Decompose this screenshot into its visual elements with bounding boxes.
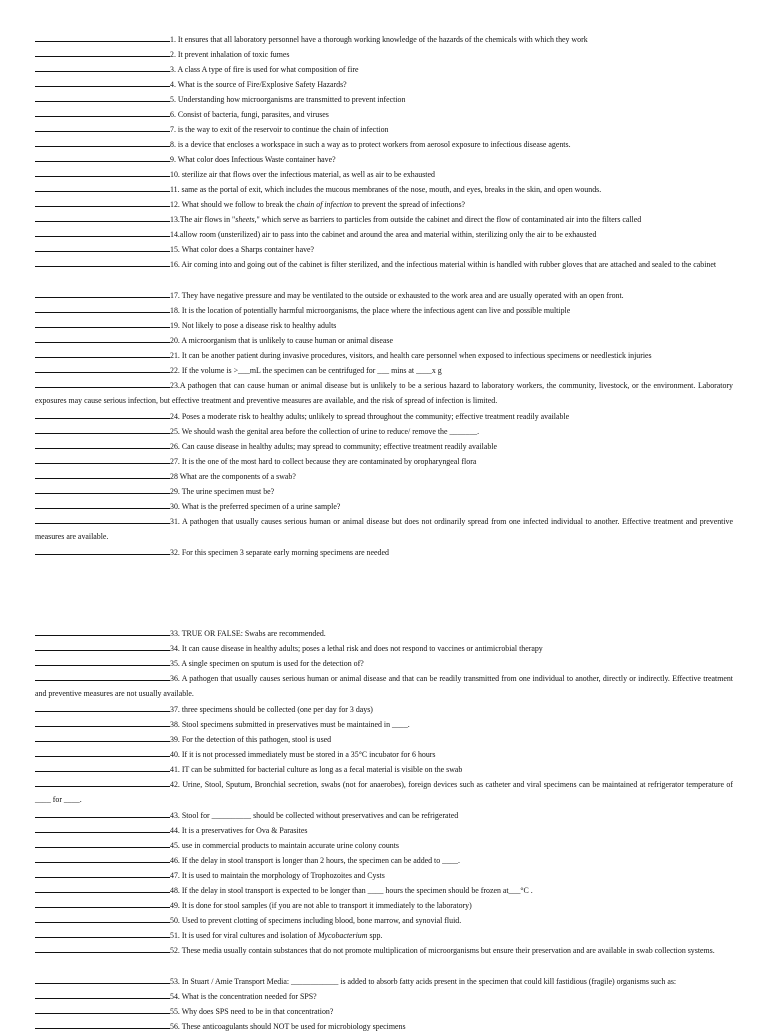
question-number: 34. xyxy=(170,644,180,653)
question-text: is a device that encloses a workspace in such a way as to protect workers from aerosol exposure to infectious disease agents. xyxy=(175,140,571,149)
question-number: 48. xyxy=(170,886,180,895)
question-item xyxy=(35,137,733,152)
question-item xyxy=(35,197,733,212)
question-number: 24. xyxy=(170,412,180,421)
question-text: If the volume is >___mL the specimen can be centrifuged for ___ mins at ____x g xyxy=(179,366,442,375)
answer-blank[interactable] xyxy=(35,1004,170,1014)
question-number: 21. xyxy=(170,351,180,360)
question-item xyxy=(35,671,733,701)
question-number: 2. xyxy=(170,50,176,59)
question-text-italic: sheets xyxy=(235,215,255,224)
question-text: What is the concentration needed for SPS? xyxy=(179,992,317,1001)
answer-blank[interactable] xyxy=(35,363,170,373)
question-number: 6. xyxy=(170,110,176,119)
question-text: is the way to exit of the reservoir to continue the chain of infection xyxy=(175,125,389,134)
answer-blank[interactable] xyxy=(35,439,170,449)
question-text: What should we follow to break the xyxy=(179,200,297,209)
question-text: A pathogen that usually causes serious human or animal disease and that can be readily transmitted from one individual to another, directly or indirectly. Effective treatment and preventive measures are not usually available. xyxy=(35,674,733,699)
question-text: In Stuart / Amie Transport Media: ____________ is added to absorb fatty acids present in the specimen that could kill fastidious (fragile) organisms such as: xyxy=(179,977,677,986)
question-item xyxy=(35,883,733,898)
question-text-tail: spp. xyxy=(367,931,383,940)
question-text: It prevent inhalation of toxic fumes xyxy=(175,50,290,59)
question-text: The urine specimen must be? xyxy=(179,487,275,496)
question-item xyxy=(35,1019,733,1034)
question-number: 52. xyxy=(170,946,180,955)
question-item xyxy=(35,469,733,484)
answer-blank[interactable] xyxy=(35,318,170,328)
answer-blank[interactable] xyxy=(35,242,170,252)
question-item xyxy=(35,913,733,928)
question-text: A single specimen on sputum is used for the detection of? xyxy=(179,659,364,668)
question-text: It is used for viral cultures and isolation of xyxy=(179,931,318,940)
question-text: These anticoagulants should NOT be used for microbiology specimens xyxy=(179,1022,406,1031)
question-number: 42. xyxy=(170,780,180,789)
answer-blank[interactable] xyxy=(35,943,170,953)
question-text: These media usually contain substances that do not promote multiplication of microorganisms but ensure their preservation and are available in swab collection systems. xyxy=(179,946,715,955)
question-text: They have negative pressure and may be ventilated to the outside or exhausted to the work area and are usually operated with an open front. xyxy=(179,291,624,300)
question-item xyxy=(35,514,733,544)
question-number: 11. xyxy=(170,185,180,194)
answer-blank[interactable] xyxy=(35,762,170,772)
question-number: 28 xyxy=(170,472,178,481)
question-item xyxy=(35,777,733,807)
question-number: 4. xyxy=(170,80,176,89)
question-text: If the delay in stool transport is longer than 2 hours, the specimen can be added to ____. xyxy=(179,856,460,865)
question-number: 36. xyxy=(170,674,180,683)
question-item xyxy=(35,545,733,560)
question-number: 55. xyxy=(170,1007,180,1016)
question-item xyxy=(35,333,733,348)
question-text: It ensures that all laboratory personnel have a thorough working knowledge of the hazards of the chemicals with which they work xyxy=(175,35,588,44)
question-item xyxy=(35,107,733,122)
question-number: 32. xyxy=(170,548,180,557)
question-number: 1. xyxy=(170,35,176,44)
answer-blank[interactable] xyxy=(35,257,170,267)
question-item xyxy=(35,152,733,167)
question-text: IT can be submitted for bacterial culture as long as a fecal material is visible on the swab xyxy=(179,765,463,774)
question-number: 23. xyxy=(170,381,180,390)
question-text: What are the components of a swab? xyxy=(177,472,296,481)
answer-blank[interactable] xyxy=(35,378,170,388)
question-item xyxy=(35,898,733,913)
answer-blank[interactable] xyxy=(35,671,170,681)
question-item xyxy=(35,257,733,272)
question-item xyxy=(35,626,733,641)
question-number: 15. xyxy=(170,245,180,254)
question-number: 47. xyxy=(170,871,180,880)
question-number: 53. xyxy=(170,977,180,986)
question-number: 35. xyxy=(170,659,180,668)
question-text: use in commercial products to maintain accurate urine colony counts xyxy=(179,841,399,850)
answer-blank[interactable] xyxy=(35,499,170,509)
answer-blank[interactable] xyxy=(35,107,170,117)
question-number: 45. xyxy=(170,841,180,850)
question-number: 54. xyxy=(170,992,180,1001)
question-text: We should wash the genital area before the collection of urine to reduce/ remove the _______. xyxy=(179,427,480,436)
answer-blank[interactable] xyxy=(35,823,170,833)
question-text-italic: chain of infection xyxy=(296,200,352,209)
question-item xyxy=(35,348,733,363)
answer-blank[interactable] xyxy=(35,288,170,298)
question-text: It can cause disease in healthy adults; poses a lethal risk and does not respond to vaccines or antimicrobial therapy xyxy=(179,644,543,653)
question-number: 40. xyxy=(170,750,180,759)
question-text: It can be another patient during invasive procedures, visitors, and health care personnel when exposed to infectious specimens or needlestick injuries xyxy=(179,351,652,360)
answer-blank[interactable] xyxy=(35,626,170,636)
question-number: 10. xyxy=(170,170,180,179)
question-text-tail: to prevent the spread of infections? xyxy=(351,200,466,209)
question-text: What color does a Sharps container have? xyxy=(179,245,315,254)
question-item xyxy=(35,167,733,182)
question-number: 31. xyxy=(170,517,180,526)
question-text: It is the one of the most hard to collect because they are contaminated by oropharyngeal flora xyxy=(179,457,477,466)
question-text: If it is not processed immediately must be stored in a 35°C incubator for 6 hours xyxy=(179,750,436,759)
question-number: 5. xyxy=(170,95,176,104)
answer-blank[interactable] xyxy=(35,77,170,87)
question-number: 13. xyxy=(170,215,180,224)
question-item xyxy=(35,656,733,671)
answer-blank[interactable] xyxy=(35,641,170,651)
question-text: Stool specimens submitted in preservatives must be maintained in ____. xyxy=(179,720,410,729)
answer-blank[interactable] xyxy=(35,808,170,818)
question-item xyxy=(35,974,733,989)
question-text: It is done for stool samples (if you are not able to transport it immediately to the laboratory) xyxy=(179,901,472,910)
question-number: 18. xyxy=(170,306,180,315)
answer-blank[interactable] xyxy=(35,47,170,57)
question-item xyxy=(35,303,733,318)
answer-blank[interactable] xyxy=(35,409,170,419)
answer-blank[interactable] xyxy=(35,62,170,72)
question-item xyxy=(35,1004,733,1019)
answer-blank[interactable] xyxy=(35,469,170,479)
answer-blank[interactable] xyxy=(35,484,170,494)
question-item xyxy=(35,853,733,868)
question-number: 56. xyxy=(170,1022,180,1031)
answer-blank[interactable] xyxy=(35,197,170,207)
question-item xyxy=(35,732,733,747)
answer-blank[interactable] xyxy=(35,898,170,908)
question-item xyxy=(35,122,733,137)
question-number: 37. xyxy=(170,705,180,714)
question-text: Understanding how microorganisms are transmitted to prevent infection xyxy=(175,95,406,104)
question-number: 50. xyxy=(170,916,180,925)
question-text: Why does SPS need to be in that concentration? xyxy=(179,1007,334,1016)
question-number: 19. xyxy=(170,321,180,330)
answer-blank[interactable] xyxy=(35,702,170,712)
question-item xyxy=(35,92,733,107)
answer-blank[interactable] xyxy=(35,227,170,237)
answer-blank[interactable] xyxy=(35,424,170,434)
question-number: 9. xyxy=(170,155,176,164)
question-item xyxy=(35,762,733,777)
question-item xyxy=(35,641,733,656)
answer-blank[interactable] xyxy=(35,167,170,177)
question-item xyxy=(35,717,733,732)
question-item xyxy=(35,943,733,958)
question-item xyxy=(35,242,733,257)
question-item xyxy=(35,838,733,853)
answer-blank[interactable] xyxy=(35,853,170,863)
question-item xyxy=(35,32,733,47)
answer-blank[interactable] xyxy=(35,883,170,893)
question-text: What color does Infectious Waste container have? xyxy=(175,155,336,164)
question-text: It is the location of potentially harmful microorganisms, the place where the infectious agent can live and possible multiple xyxy=(179,306,571,315)
question-text: TRUE OR FALSE: Swabs are recommended. xyxy=(179,629,326,638)
question-number: 14. xyxy=(170,230,180,239)
question-item xyxy=(35,409,733,424)
question-text: A pathogen that usually causes serious human or animal disease but does not ordinarily spread from one infected individual to another. Effective treatment and preventive measures are available. xyxy=(35,517,733,542)
question-number: 8. xyxy=(170,140,176,149)
question-item xyxy=(35,499,733,514)
answer-blank[interactable] xyxy=(35,32,170,42)
question-number: 33. xyxy=(170,629,180,638)
question-item xyxy=(35,363,733,378)
answer-blank[interactable] xyxy=(35,182,170,192)
question-number: 51. xyxy=(170,931,180,940)
answer-blank[interactable] xyxy=(35,838,170,848)
question-number: 25. xyxy=(170,427,180,436)
question-item xyxy=(35,808,733,823)
question-item xyxy=(35,823,733,838)
question-number: 22. xyxy=(170,366,180,375)
question-number: 26. xyxy=(170,442,180,451)
answer-blank[interactable] xyxy=(35,303,170,313)
question-item xyxy=(35,989,733,1004)
question-number: 44. xyxy=(170,826,180,835)
answer-blank[interactable] xyxy=(35,212,170,222)
question-number: 20. xyxy=(170,336,180,345)
question-number: 46. xyxy=(170,856,180,865)
question-item xyxy=(35,77,733,92)
answer-blank[interactable] xyxy=(35,868,170,878)
question-item xyxy=(35,288,733,303)
question-item xyxy=(35,439,733,454)
question-item xyxy=(35,454,733,469)
answer-blank[interactable] xyxy=(35,514,170,524)
answer-blank[interactable] xyxy=(35,137,170,147)
answer-blank[interactable] xyxy=(35,348,170,358)
answer-blank[interactable] xyxy=(35,333,170,343)
answer-blank[interactable] xyxy=(35,454,170,464)
answer-blank[interactable] xyxy=(35,1019,170,1029)
question-item xyxy=(35,747,733,762)
question-text: It is a preservatives for Ova & Parasites xyxy=(179,826,308,835)
question-number: 7. xyxy=(170,125,176,134)
answer-blank[interactable] xyxy=(35,656,170,666)
answer-blank[interactable] xyxy=(35,717,170,727)
question-text: Not likely to pose a disease risk to healthy adults xyxy=(179,321,337,330)
question-number: 12. xyxy=(170,200,180,209)
question-item xyxy=(35,182,733,197)
question-text: A pathogen that can cause human or animal disease but is unlikely to be a serious hazard to laboratory workers, the community, livestock, or the environment. Laboratory exposures may cause serious infection, but effective treatment and preventive measures are available, and the risk of spread of infection is limited. xyxy=(35,381,733,406)
answer-blank[interactable] xyxy=(35,152,170,162)
question-text-tail: ," which serve as barriers to particles from outside the cabinet and direct the flow of contaminated air into the filters called xyxy=(254,215,642,224)
question-item xyxy=(35,702,733,717)
question-number: 49. xyxy=(170,901,180,910)
question-text: The air flows in " xyxy=(179,215,236,224)
question-item xyxy=(35,227,733,242)
question-text: same as the portal of exit, which includes the mucous membranes of the nose, mouth, and eyes, breaks in the skin, and open wounds. xyxy=(179,185,602,194)
answer-blank[interactable] xyxy=(35,545,170,555)
question-text: For the detection of this pathogen, stool is used xyxy=(179,735,332,744)
question-item xyxy=(35,318,733,333)
question-text: What is the source of Fire/Explosive Safety Hazards? xyxy=(175,80,347,89)
question-text: Can cause disease in healthy adults; may spread to community; effective treatment readily available xyxy=(179,442,497,451)
answer-blank[interactable] xyxy=(35,928,170,938)
question-item xyxy=(35,212,733,227)
answer-blank[interactable] xyxy=(35,122,170,132)
question-text-italic: Mycobacterium xyxy=(317,931,368,940)
question-item xyxy=(35,928,733,943)
question-number: 29. xyxy=(170,487,180,496)
question-text: allow room (unsterilized) air to pass into the cabinet and around the area and material within, sterilizing only the air to be exhausted xyxy=(179,230,597,239)
question-text: Urine, Stool, Sputum, Bronchial secretion, swabs (not for anaerobes), foreign devices such as catheter and viral specimens can be maintained at refrigerator temperature of ____ for ____. xyxy=(35,780,733,805)
question-text: Consist of bacteria, fungi, parasites, and viruses xyxy=(175,110,329,119)
question-text: three specimens should be collected (one per day for 3 days) xyxy=(179,705,373,714)
question-text: For this specimen 3 separate early morning specimens are needed xyxy=(179,548,389,557)
question-number: 27. xyxy=(170,457,180,466)
question-item xyxy=(35,424,733,439)
question-item xyxy=(35,378,733,408)
question-text: If the delay in stool transport is expected to be longer than ____ hours the specimen should be frozen at___°C . xyxy=(179,886,533,895)
question-item xyxy=(35,868,733,883)
question-text: Used to prevent clotting of specimens including blood, bone marrow, and synovial fluid. xyxy=(179,916,462,925)
question-number: 16. xyxy=(170,260,180,269)
answer-blank[interactable] xyxy=(35,974,170,984)
question-text: A microorganism that is unlikely to cause human or animal disease xyxy=(179,336,393,345)
question-text: Poses a moderate risk to healthy adults; unlikely to spread throughout the community; effective treatment readily available xyxy=(179,412,570,421)
question-number: 30. xyxy=(170,502,180,511)
question-text: A class A type of fire is used for what composition of fire xyxy=(175,65,359,74)
question-number: 43. xyxy=(170,811,180,820)
answer-blank[interactable] xyxy=(35,989,170,999)
question-number: 41. xyxy=(170,765,180,774)
answer-blank[interactable] xyxy=(35,913,170,923)
question-item xyxy=(35,62,733,77)
question-item xyxy=(35,484,733,499)
question-number: 39. xyxy=(170,735,180,744)
question-number: 38. xyxy=(170,720,180,729)
question-text: Air coming into and going out of the cabinet is filter sterilized, and the infectious material within is handled with rubber gloves that are attached and sealed to the cabinet xyxy=(179,260,717,269)
question-number: 3. xyxy=(170,65,176,74)
answer-blank[interactable] xyxy=(35,777,170,787)
question-text: sterilize air that flows over the infectious material, as well as air to be exhausted xyxy=(179,170,435,179)
answer-blank[interactable] xyxy=(35,92,170,102)
answer-blank[interactable] xyxy=(35,732,170,742)
question-text: It is used to maintain the morphology of Trophozoites and Cysts xyxy=(179,871,385,880)
question-text: What is the preferred specimen of a urine sample? xyxy=(179,502,341,511)
question-number: 17. xyxy=(170,291,180,300)
question-item xyxy=(35,47,733,62)
question-text: Stool for __________ should be collected without preservatives and can be refrigerated xyxy=(179,811,459,820)
answer-blank[interactable] xyxy=(35,747,170,757)
